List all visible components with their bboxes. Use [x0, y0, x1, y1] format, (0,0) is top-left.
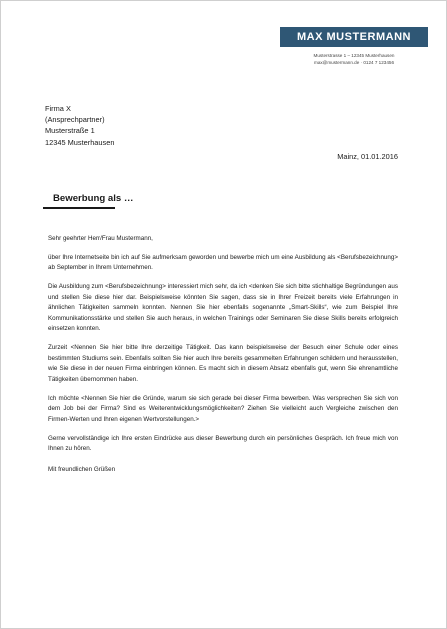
- sender-email-phone: max@mustermann.de · 0124 7 123456: [314, 60, 394, 65]
- sender-address: Musterstrasse 1 – 12345 Musterhausen: [313, 53, 395, 58]
- sender-name: MAX MUSTERMANN: [280, 27, 428, 47]
- recipient-contact: (Ansprechpartner): [45, 115, 105, 125]
- paragraph-company-reasons: Ich möchte <Nennen Sie hier die Gründe, warum sie sich gerade bei dieser Firma bewerben. Was versprechen Sie sich von dem Job bei der Firma? Sind es Weiterentwicklungsmöglichkeiten? Ziehen Sie vielleicht auch Vergleiche zwischen den Firmen-Werten und Ihren eigenen Wertvorstellungen.>: [48, 394, 398, 423]
- recipient-street: Musterstraße 1: [45, 126, 95, 136]
- paragraph-conclusion: Gerne vervollständige ich Ihre ersten Eindrücke aus dieser Bewerbung durch ein persönliches Gespräch. Ich freue mich von Ihnen zu hören.: [48, 434, 398, 453]
- letter-subject: Bewerbung als …: [53, 193, 134, 204]
- recipient-city: 12345 Musterhausen: [45, 137, 115, 147]
- sender-header: [280, 27, 428, 66]
- salutation: Sehr geehrter Herr/Frau Mustermann,: [48, 235, 153, 242]
- recipient-company: Firma X: [45, 104, 71, 113]
- sender-contact: [280, 52, 428, 66]
- subject-underline: [43, 207, 115, 209]
- closing: Mit freundlichen Grüßen: [48, 465, 116, 473]
- paragraph-current-activity: Zurzeit <Nennen Sie hier bitte Ihre derzeitige Tätigkeit. Das kann beispielsweise der Besuch einer Schule oder eines bestimmten Studiums sein. Ebenfalls sollten Sie hier auch Ihre bereits gesammelten Erfahrungen schildern und herausstellen, wie Sie diese in der neuen Firma einbringen können. Es macht sich in diesem Absatz ebenfalls gut, wenn Sie ehrenamtliche Tätigkeiten übernommen haben.: [48, 344, 398, 383]
- recipient-address: [45, 103, 114, 148]
- letter-body: [48, 234, 398, 484]
- paragraph-intro: über Ihre Internetseite bin ich auf Sie aufmerksam geworden und bewerbe mich um eine Ausbildung als <Berufsbezeichnung> ab September in Ihrem Unternehmen.: [48, 253, 398, 272]
- letter-date: Mainz, 01.01.2016: [337, 152, 398, 161]
- paragraph-motivation: Die Ausbildung zum <Berufsbezeichnung> interessiert mich sehr, da ich <denken Sie sich bitte stichhaltige Begründungen aus und stellen Sie diese hier dar. Beispielsweise könnten Sie sagen, dass sie in Ihrer Freizeit bereits viele Erfahrungen in ähnlichen Tätigkeiten sammeln konnten. Nennen Sie hier ebenfalls sogenannte „Smart-Skills“, wie zum Beispiel Ihre Kommunikationsstärke und stellen Sie auch heraus, in welchen Trainings oder Seminaren Sie diese Skills bereits erfolgreich einsetzen konnten.: [48, 282, 398, 333]
